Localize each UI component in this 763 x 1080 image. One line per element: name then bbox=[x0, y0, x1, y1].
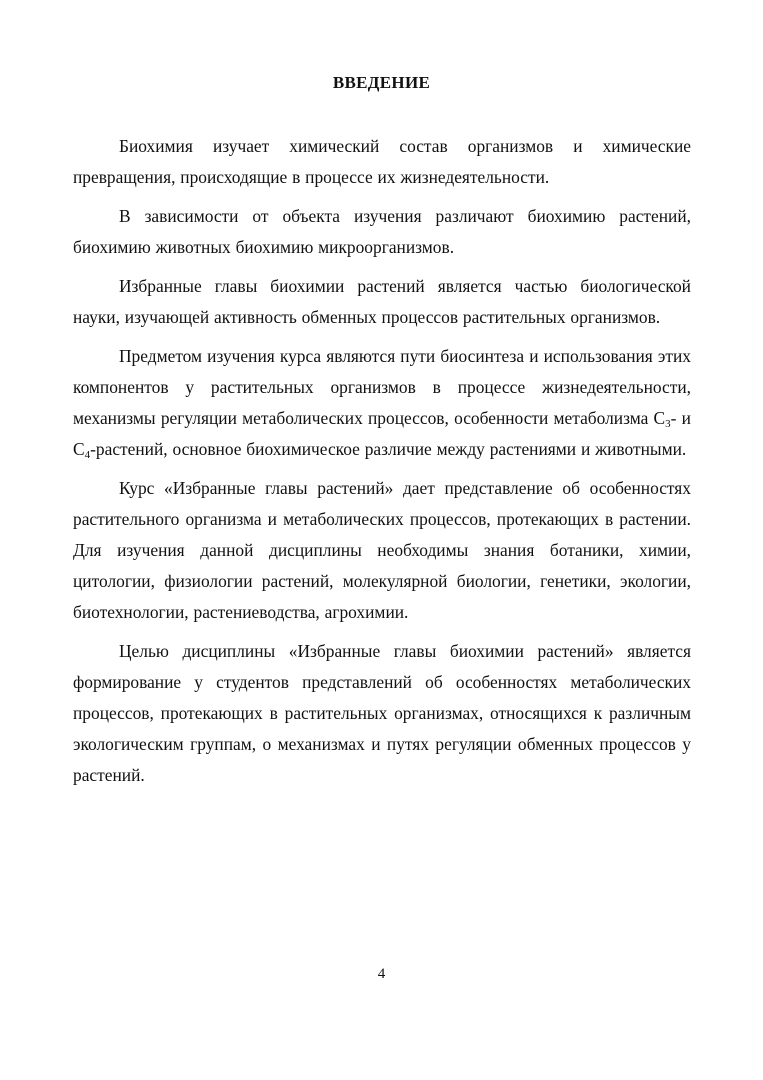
paragraph-4-part-3: -растений, основное биохимическое различие между растениями и животными. bbox=[90, 439, 687, 459]
paragraph-1: Биохимия изучает химический состав организмов и химические превращения, происходящие в процессе их жизнедеятельности. bbox=[73, 136, 691, 187]
page-title: ВВЕДЕНИЕ bbox=[332, 73, 431, 92]
page-number: 4 bbox=[377, 966, 386, 982]
paragraph-5: Курс «Избранные главы растений» дает представление об особенностях растительного организма и метаболических процессов, протекающих в растении. Для изучения данной дисциплины необходимы знания ботаники, химии, цитологии, физиологии растений, молекулярной биологии, генетики, экологии, биотехнологии, растениеводства, агрохимии. bbox=[73, 478, 691, 622]
paragraph-4-part-1: Предметом изучения курса являются пути биосинтеза и использования этих компонентов у растительных организмов в процессе жизнедеятельности, механизмы регуляции метаболических процессов, особенности метаболизма C bbox=[73, 346, 691, 428]
paragraph-6: Целью дисциплины «Избранные главы биохимии растений» является формирование у студентов представлений об особенностях метаболических процессов, протекающих в растительных организмах, относящихся к различным экологическим группам, о механизмах и путях регуляции обменных процессов у растений. bbox=[73, 641, 691, 785]
paragraph-4-part-2: - и C bbox=[73, 408, 691, 459]
paragraph-4 bbox=[73, 341, 691, 465]
subscript-3: 3 bbox=[665, 418, 671, 430]
subscript-4: 4 bbox=[84, 449, 91, 461]
body-text bbox=[73, 131, 691, 799]
paragraph-2: В зависимости от объекта изучения различают биохимию растений, биохимию животных биохимию микроорганизмов. bbox=[73, 206, 691, 257]
paragraph-3: Избранные главы биохимии растений является частью биологической науки, изучающей активность обменных процессов растительных организмов. bbox=[73, 276, 691, 327]
